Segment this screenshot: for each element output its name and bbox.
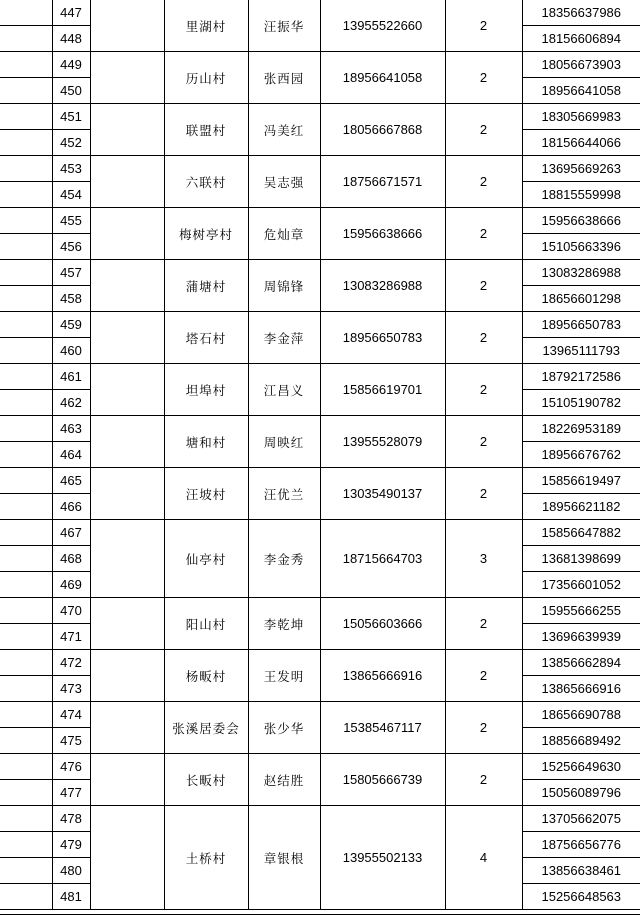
town-cell [90, 0, 164, 52]
contact-name-cell: 吴志强 [248, 156, 320, 208]
member-phone-cell: 18356637986 [522, 0, 640, 26]
row-number-cell: 480 [52, 858, 90, 884]
contact-phone-cell: 13955502133 [320, 806, 445, 910]
member-phone-cell: 18756656776 [522, 832, 640, 858]
left-margin-cell [0, 546, 52, 572]
contact-name-cell: 李乾坤 [248, 598, 320, 650]
member-phone-cell: 18956641058 [522, 78, 640, 104]
village-name-cell: 阳山村 [164, 598, 248, 650]
left-margin-cell [0, 858, 52, 884]
row-number-cell: 464 [52, 442, 90, 468]
table-row [0, 364, 640, 390]
town-cell [90, 52, 164, 104]
contact-name-cell: 周映红 [248, 416, 320, 468]
member-count-cell: 2 [445, 754, 522, 806]
row-number-cell: 476 [52, 754, 90, 780]
town-cell [90, 208, 164, 260]
row-number-cell: 455 [52, 208, 90, 234]
member-phone-cell: 18156606894 [522, 26, 640, 52]
row-number-cell: 470 [52, 598, 90, 624]
member-phone-cell: 18656601298 [522, 286, 640, 312]
contact-phone-cell: 15856619701 [320, 364, 445, 416]
row-number-cell: 474 [52, 702, 90, 728]
town-cell [90, 468, 164, 520]
contact-name-cell: 赵结胜 [248, 754, 320, 806]
left-margin-cell [0, 442, 52, 468]
member-phone-cell: 18956650783 [522, 312, 640, 338]
contact-phone-cell: 15805666739 [320, 754, 445, 806]
contact-name-cell: 江昌义 [248, 364, 320, 416]
row-number-cell: 481 [52, 884, 90, 910]
contact-phone-cell: 18956641058 [320, 52, 445, 104]
member-phone-cell: 15955666255 [522, 598, 640, 624]
member-phone-cell: 13695669263 [522, 156, 640, 182]
row-number-cell: 472 [52, 650, 90, 676]
row-number-cell: 454 [52, 182, 90, 208]
row-number-cell: 462 [52, 390, 90, 416]
member-phone-cell: 13681398699 [522, 546, 640, 572]
left-margin-cell [0, 390, 52, 416]
row-number-cell: 471 [52, 624, 90, 650]
member-phone-cell: 15856647882 [522, 520, 640, 546]
member-count-cell: 2 [445, 0, 522, 52]
village-name-cell: 张溪居委会 [164, 702, 248, 754]
member-phone-cell: 15856619497 [522, 468, 640, 494]
member-count-cell: 2 [445, 416, 522, 468]
contact-name-cell: 汪振华 [248, 0, 320, 52]
village-name-cell: 坦埠村 [164, 364, 248, 416]
left-margin-cell [0, 572, 52, 598]
village-name-cell: 杨畈村 [164, 650, 248, 702]
left-margin-cell [0, 260, 52, 286]
town-cell [90, 260, 164, 312]
contact-phone-cell: 13955522660 [320, 0, 445, 52]
row-number-cell: 475 [52, 728, 90, 754]
table-row [0, 156, 640, 182]
village-name-cell: 蒲塘村 [164, 260, 248, 312]
left-margin-cell [0, 182, 52, 208]
left-margin-cell [0, 416, 52, 442]
village-name-cell: 联盟村 [164, 104, 248, 156]
table-row [0, 208, 640, 234]
member-phone-cell: 15105663396 [522, 234, 640, 260]
contact-phone-cell: 13955528079 [320, 416, 445, 468]
member-count-cell: 2 [445, 364, 522, 416]
member-phone-cell: 18226953189 [522, 416, 640, 442]
row-number-cell: 459 [52, 312, 90, 338]
member-phone-cell: 18856689492 [522, 728, 640, 754]
town-cell [90, 416, 164, 468]
left-margin-cell [0, 208, 52, 234]
left-margin-cell [0, 104, 52, 130]
row-number-cell: 467 [52, 520, 90, 546]
table-row [0, 754, 640, 780]
left-margin-cell [0, 52, 52, 78]
town-cell [90, 364, 164, 416]
town-cell [90, 650, 164, 702]
member-count-cell: 2 [445, 702, 522, 754]
left-margin-cell [0, 624, 52, 650]
row-number-cell: 447 [52, 0, 90, 26]
left-margin-cell [0, 312, 52, 338]
member-phone-cell: 13965111793 [522, 338, 640, 364]
row-number-cell: 450 [52, 78, 90, 104]
town-cell [90, 520, 164, 598]
contact-phone-cell: 18715664703 [320, 520, 445, 598]
left-margin-cell [0, 702, 52, 728]
member-phone-cell: 15256648563 [522, 884, 640, 910]
left-margin-cell [0, 468, 52, 494]
row-number-cell: 479 [52, 832, 90, 858]
left-margin-cell [0, 0, 52, 26]
town-cell [90, 156, 164, 208]
member-count-cell: 2 [445, 312, 522, 364]
member-phone-cell: 13083286988 [522, 260, 640, 286]
left-margin-cell [0, 78, 52, 104]
member-count-cell: 2 [445, 598, 522, 650]
left-margin-cell [0, 364, 52, 390]
table-row [0, 520, 640, 546]
row-number-cell: 451 [52, 104, 90, 130]
town-cell [90, 702, 164, 754]
table-row [0, 650, 640, 676]
contact-name-cell: 冯美红 [248, 104, 320, 156]
contact-phone-cell: 18056667868 [320, 104, 445, 156]
village-name-cell: 汪坡村 [164, 468, 248, 520]
contact-phone-cell: 13035490137 [320, 468, 445, 520]
left-margin-cell [0, 806, 52, 832]
member-phone-cell: 18792172586 [522, 364, 640, 390]
table-row [0, 312, 640, 338]
left-margin-cell [0, 26, 52, 52]
town-cell [90, 598, 164, 650]
row-number-cell: 469 [52, 572, 90, 598]
left-margin-cell [0, 156, 52, 182]
village-name-cell: 六联村 [164, 156, 248, 208]
contact-phone-cell: 18756671571 [320, 156, 445, 208]
member-phone-cell: 15105190782 [522, 390, 640, 416]
village-name-cell: 塘和村 [164, 416, 248, 468]
left-margin-cell [0, 494, 52, 520]
left-margin-cell [0, 832, 52, 858]
contact-phone-cell: 15056603666 [320, 598, 445, 650]
left-margin-cell [0, 338, 52, 364]
table-row [0, 0, 640, 26]
row-number-cell: 448 [52, 26, 90, 52]
left-margin-cell [0, 754, 52, 780]
row-number-cell: 457 [52, 260, 90, 286]
row-number-cell: 473 [52, 676, 90, 702]
row-number-cell: 468 [52, 546, 90, 572]
member-count-cell: 2 [445, 208, 522, 260]
contact-phone-cell: 18956650783 [320, 312, 445, 364]
town-cell [90, 754, 164, 806]
member-count-cell: 2 [445, 52, 522, 104]
left-margin-cell [0, 676, 52, 702]
village-name-cell: 塔石村 [164, 312, 248, 364]
village-name-cell: 里湖村 [164, 0, 248, 52]
table-row [0, 806, 640, 832]
row-number-cell: 458 [52, 286, 90, 312]
contact-name-cell: 周锦锋 [248, 260, 320, 312]
row-number-cell: 463 [52, 416, 90, 442]
table-row [0, 598, 640, 624]
contact-name-cell: 张少华 [248, 702, 320, 754]
contact-name-cell: 张西园 [248, 52, 320, 104]
member-phone-cell: 17356601052 [522, 572, 640, 598]
member-count-cell: 3 [445, 520, 522, 598]
row-number-cell: 461 [52, 364, 90, 390]
town-cell [90, 104, 164, 156]
village-name-cell: 仙亭村 [164, 520, 248, 598]
left-margin-cell [0, 598, 52, 624]
member-phone-cell: 13696639939 [522, 624, 640, 650]
table-row [0, 416, 640, 442]
member-phone-cell: 13865666916 [522, 676, 640, 702]
village-name-cell: 历山村 [164, 52, 248, 104]
member-phone-cell: 15956638666 [522, 208, 640, 234]
row-number-cell: 452 [52, 130, 90, 156]
member-count-cell: 2 [445, 104, 522, 156]
town-cell [90, 312, 164, 364]
member-phone-cell: 18815559998 [522, 182, 640, 208]
left-margin-cell [0, 780, 52, 806]
row-number-cell: 460 [52, 338, 90, 364]
contact-name-cell: 李金秀 [248, 520, 320, 598]
left-margin-cell [0, 130, 52, 156]
left-margin-cell [0, 884, 52, 910]
member-count-cell: 2 [445, 650, 522, 702]
member-phone-cell: 18656690788 [522, 702, 640, 728]
member-count-cell: 2 [445, 260, 522, 312]
member-phone-cell: 15056089796 [522, 780, 640, 806]
left-margin-cell [0, 286, 52, 312]
town-cell [90, 806, 164, 910]
member-count-cell: 2 [445, 468, 522, 520]
member-phone-cell: 18156644066 [522, 130, 640, 156]
member-count-cell: 2 [445, 156, 522, 208]
row-number-cell: 465 [52, 468, 90, 494]
member-count-cell: 4 [445, 806, 522, 910]
contact-name-cell: 王发明 [248, 650, 320, 702]
table-row [0, 702, 640, 728]
member-phone-cell: 15256649630 [522, 754, 640, 780]
member-phone-cell: 18956621182 [522, 494, 640, 520]
bottom-border [0, 914, 640, 915]
contact-phone-cell: 13865666916 [320, 650, 445, 702]
table-row [0, 260, 640, 286]
contact-phone-cell: 15385467117 [320, 702, 445, 754]
row-number-cell: 456 [52, 234, 90, 260]
row-number-cell: 477 [52, 780, 90, 806]
member-phone-cell: 13856638461 [522, 858, 640, 884]
member-phone-cell: 18305669983 [522, 104, 640, 130]
member-phone-cell: 13705662075 [522, 806, 640, 832]
member-phone-cell: 13856662894 [522, 650, 640, 676]
contact-name-cell: 李金萍 [248, 312, 320, 364]
member-phone-cell: 18056673903 [522, 52, 640, 78]
table-row [0, 468, 640, 494]
contact-phone-cell: 13083286988 [320, 260, 445, 312]
left-margin-cell [0, 520, 52, 546]
village-name-cell: 土桥村 [164, 806, 248, 910]
row-number-cell: 466 [52, 494, 90, 520]
member-phone-cell: 18956676762 [522, 442, 640, 468]
contact-name-cell: 章银根 [248, 806, 320, 910]
contact-phone-cell: 15956638666 [320, 208, 445, 260]
left-margin-cell [0, 728, 52, 754]
village-name-cell: 长畈村 [164, 754, 248, 806]
table-row [0, 104, 640, 130]
table-row [0, 52, 640, 78]
row-number-cell: 453 [52, 156, 90, 182]
left-margin-cell [0, 650, 52, 676]
village-name-cell: 梅树亭村 [164, 208, 248, 260]
row-number-cell: 449 [52, 52, 90, 78]
contact-name-cell: 汪优兰 [248, 468, 320, 520]
left-margin-cell [0, 234, 52, 260]
row-number-cell: 478 [52, 806, 90, 832]
contact-name-cell: 危灿章 [248, 208, 320, 260]
